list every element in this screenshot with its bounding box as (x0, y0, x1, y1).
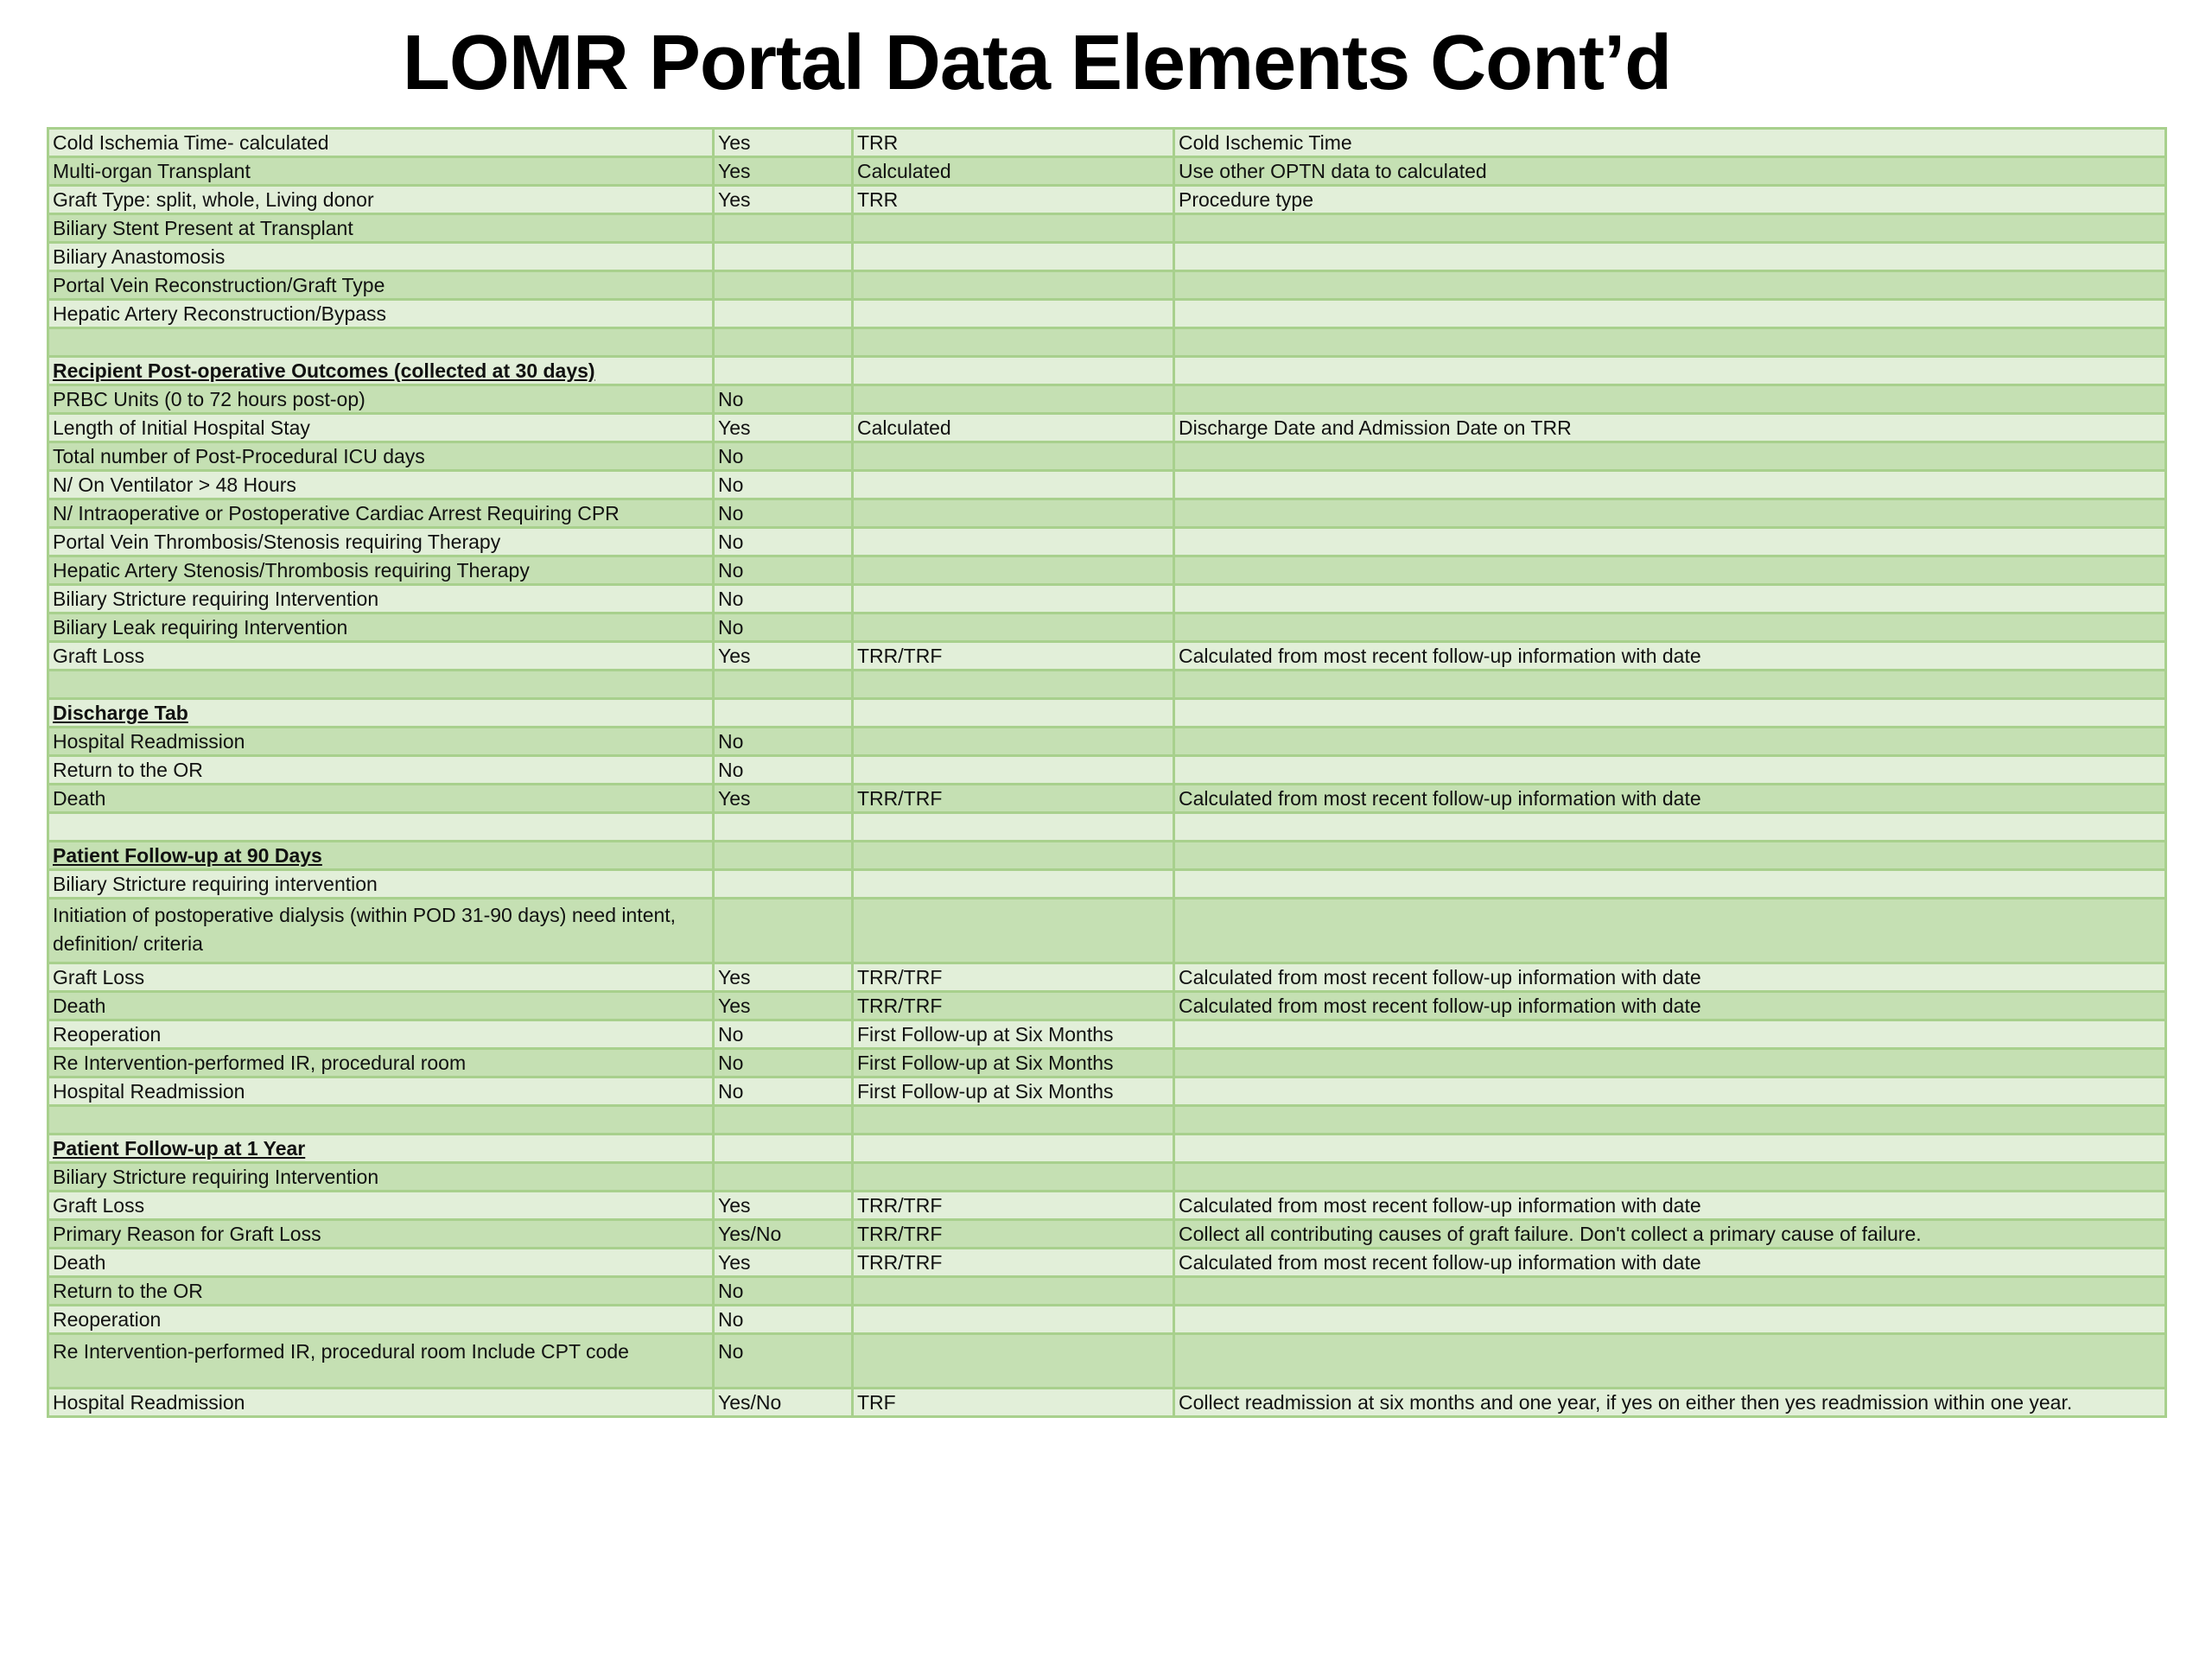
table-row (48, 870, 2166, 899)
notes-cell (1174, 271, 2166, 300)
table-row (48, 214, 2166, 243)
notes-cell (1174, 471, 2166, 499)
table-row (48, 157, 2166, 186)
collected-cell: No (714, 1277, 853, 1306)
source-cell: TRR (853, 186, 1174, 214)
source-cell (853, 899, 1174, 963)
source-cell: TRR/TRF (853, 963, 1174, 992)
source-cell (853, 1277, 1174, 1306)
notes-cell (1174, 556, 2166, 585)
data-element-cell: Death (48, 992, 714, 1020)
data-element-cell: N/ Intraoperative or Postoperative Cardiac Arrest Requiring CPR (48, 499, 714, 528)
collected-cell: Yes/No (714, 1389, 853, 1417)
data-element-cell (48, 1106, 714, 1135)
source-cell (853, 842, 1174, 870)
source-cell (853, 671, 1174, 699)
collected-cell: No (714, 499, 853, 528)
collected-cell (714, 842, 853, 870)
table-row (48, 499, 2166, 528)
collected-cell: No (714, 1077, 853, 1106)
notes-cell (1174, 699, 2166, 728)
collected-cell (714, 328, 853, 357)
notes-cell: Calculated from most recent follow-up information with date (1174, 992, 2166, 1020)
source-cell (853, 813, 1174, 842)
source-cell (853, 1135, 1174, 1163)
table-row (48, 585, 2166, 613)
source-cell (853, 214, 1174, 243)
data-element-cell: Graft Type: split, whole, Living donor (48, 186, 714, 214)
table-row (48, 671, 2166, 699)
table-body (48, 129, 2166, 1417)
source-cell (853, 1334, 1174, 1389)
collected-cell (714, 357, 853, 385)
table-row (48, 813, 2166, 842)
collected-cell: Yes (714, 992, 853, 1020)
table-row (48, 186, 2166, 214)
notes-cell (1174, 1020, 2166, 1049)
section-heading: Patient Follow-up at 1 Year (48, 1135, 714, 1163)
source-cell: TRR/TRF (853, 1192, 1174, 1220)
data-element-cell: Biliary Anastomosis (48, 243, 714, 271)
source-cell: TRR/TRF (853, 642, 1174, 671)
source-cell (853, 357, 1174, 385)
collected-cell: Yes (714, 785, 853, 813)
data-element-cell: Cold Ischemia Time- calculated (48, 129, 714, 157)
data-element-cell: Graft Loss (48, 963, 714, 992)
source-cell (853, 528, 1174, 556)
data-element-cell: Hospital Readmission (48, 1077, 714, 1106)
collected-cell: No (714, 385, 853, 414)
table-row (48, 1306, 2166, 1334)
data-element-cell: Hospital Readmission (48, 728, 714, 756)
data-element-cell: Death (48, 785, 714, 813)
table-row (48, 899, 2166, 963)
collected-cell: Yes (714, 414, 853, 442)
collected-cell: No (714, 1306, 853, 1334)
data-element-cell: Re Intervention-performed IR, procedural room Include CPT code (48, 1334, 714, 1389)
notes-cell (1174, 1277, 2166, 1306)
table-row (48, 728, 2166, 756)
data-element-cell: Hepatic Artery Reconstruction/Bypass (48, 300, 714, 328)
source-cell: TRR/TRF (853, 785, 1174, 813)
notes-cell (1174, 442, 2166, 471)
collected-cell (714, 1106, 853, 1135)
collected-cell (714, 699, 853, 728)
notes-cell (1174, 357, 2166, 385)
table-row (48, 243, 2166, 271)
data-element-cell: Portal Vein Thrombosis/Stenosis requiring Therapy (48, 528, 714, 556)
data-element-cell: N/ On Ventilator > 48 Hours (48, 471, 714, 499)
data-element-cell: Length of Initial Hospital Stay (48, 414, 714, 442)
collected-cell: No (714, 442, 853, 471)
data-element-cell (48, 671, 714, 699)
collected-cell: No (714, 1020, 853, 1049)
table-row (48, 471, 2166, 499)
notes-cell (1174, 1163, 2166, 1192)
table-row (48, 1249, 2166, 1277)
source-cell: TRR/TRF (853, 1249, 1174, 1277)
source-cell (853, 1306, 1174, 1334)
data-element-cell: Hepatic Artery Stenosis/Thrombosis requiring Therapy (48, 556, 714, 585)
table-row (48, 1192, 2166, 1220)
table-row (48, 414, 2166, 442)
table-row (48, 271, 2166, 300)
source-cell (853, 471, 1174, 499)
notes-cell (1174, 1135, 2166, 1163)
data-element-cell (48, 813, 714, 842)
data-element-cell: Multi-organ Transplant (48, 157, 714, 186)
source-cell (853, 613, 1174, 642)
data-element-cell: Biliary Stent Present at Transplant (48, 214, 714, 243)
source-cell (853, 328, 1174, 357)
section-heading-row (48, 699, 2166, 728)
data-element-cell: Return to the OR (48, 756, 714, 785)
collected-cell: No (714, 756, 853, 785)
source-cell (853, 870, 1174, 899)
source-cell (853, 585, 1174, 613)
table-row (48, 756, 2166, 785)
collected-cell: No (714, 556, 853, 585)
source-cell (853, 699, 1174, 728)
data-element-cell: Primary Reason for Graft Loss (48, 1220, 714, 1249)
notes-cell: Calculated from most recent follow-up information with date (1174, 1249, 2166, 1277)
notes-cell (1174, 613, 2166, 642)
data-element-cell: Portal Vein Reconstruction/Graft Type (48, 271, 714, 300)
collected-cell (714, 671, 853, 699)
section-heading-row (48, 357, 2166, 385)
notes-cell (1174, 243, 2166, 271)
source-cell (853, 556, 1174, 585)
data-element-cell: Hospital Readmission (48, 1389, 714, 1417)
data-element-cell: Biliary Leak requiring Intervention (48, 613, 714, 642)
data-elements-table (47, 127, 2167, 1418)
data-element-cell: Graft Loss (48, 1192, 714, 1220)
collected-cell: Yes (714, 1192, 853, 1220)
source-cell: First Follow-up at Six Months (853, 1077, 1174, 1106)
notes-cell: Collect readmission at six months and one year, if yes on either then yes readmission within one year. (1174, 1389, 2166, 1417)
collected-cell: No (714, 613, 853, 642)
collected-cell: No (714, 1049, 853, 1077)
notes-cell (1174, 813, 2166, 842)
table-row (48, 1049, 2166, 1077)
collected-cell (714, 1135, 853, 1163)
source-cell: TRF (853, 1389, 1174, 1417)
data-elements-table-container (47, 127, 2164, 1418)
data-element-cell: Graft Loss (48, 642, 714, 671)
notes-cell (1174, 842, 2166, 870)
notes-cell: Cold Ischemic Time (1174, 129, 2166, 157)
source-cell: TRR/TRF (853, 992, 1174, 1020)
notes-cell: Use other OPTN data to calculated (1174, 157, 2166, 186)
notes-cell: Calculated from most recent follow-up information with date (1174, 963, 2166, 992)
collected-cell: No (714, 728, 853, 756)
collected-cell (714, 1163, 853, 1192)
data-element-cell: Initiation of postoperative dialysis (within POD 31-90 days) need intent, definition/ criteria (48, 899, 714, 963)
table-row (48, 1334, 2166, 1389)
source-cell (853, 728, 1174, 756)
collected-cell: Yes (714, 186, 853, 214)
table-row (48, 556, 2166, 585)
notes-cell (1174, 1049, 2166, 1077)
section-heading: Recipient Post-operative Outcomes (collected at 30 days) (48, 357, 714, 385)
notes-cell (1174, 300, 2166, 328)
notes-cell: Discharge Date and Admission Date on TRR (1174, 414, 2166, 442)
table-row (48, 300, 2166, 328)
source-cell (853, 271, 1174, 300)
table-row (48, 642, 2166, 671)
source-cell (853, 385, 1174, 414)
table-row (48, 1389, 2166, 1417)
table-row (48, 963, 2166, 992)
table-row (48, 1277, 2166, 1306)
data-element-cell: Death (48, 1249, 714, 1277)
data-element-cell: PRBC Units (0 to 72 hours post-op) (48, 385, 714, 414)
collected-cell (714, 271, 853, 300)
notes-cell (1174, 328, 2166, 357)
notes-cell: Calculated from most recent follow-up information with date (1174, 785, 2166, 813)
data-element-cell: Reoperation (48, 1020, 714, 1049)
source-cell: First Follow-up at Six Months (853, 1049, 1174, 1077)
notes-cell: Calculated from most recent follow-up information with date (1174, 642, 2166, 671)
data-element-cell: Reoperation (48, 1306, 714, 1334)
collected-cell (714, 899, 853, 963)
data-element-cell: Re Intervention-performed IR, procedural room (48, 1049, 714, 1077)
collected-cell: No (714, 471, 853, 499)
table-row (48, 385, 2166, 414)
source-cell (853, 499, 1174, 528)
collected-cell (714, 243, 853, 271)
notes-cell: Collect all contributing causes of graft failure. Don't collect a primary cause of failure. (1174, 1220, 2166, 1249)
table-row (48, 992, 2166, 1020)
data-element-cell: Total number of Post-Procedural ICU days (48, 442, 714, 471)
section-heading: Discharge Tab (48, 699, 714, 728)
source-cell (853, 300, 1174, 328)
collected-cell: Yes (714, 129, 853, 157)
table-row (48, 528, 2166, 556)
collected-cell: Yes/No (714, 1220, 853, 1249)
source-cell (853, 442, 1174, 471)
section-heading-row (48, 842, 2166, 870)
slide-title: LOMR Portal Data Elements Cont’d (402, 20, 1672, 106)
table-row (48, 1020, 2166, 1049)
source-cell (853, 1163, 1174, 1192)
table-row (48, 1163, 2166, 1192)
notes-cell (1174, 1106, 2166, 1135)
notes-cell: Procedure type (1174, 186, 2166, 214)
collected-cell: No (714, 528, 853, 556)
source-cell: First Follow-up at Six Months (853, 1020, 1174, 1049)
collected-cell: Yes (714, 157, 853, 186)
notes-cell (1174, 1077, 2166, 1106)
collected-cell: No (714, 585, 853, 613)
notes-cell: Calculated from most recent follow-up information with date (1174, 1192, 2166, 1220)
notes-cell (1174, 1306, 2166, 1334)
table-row (48, 129, 2166, 157)
notes-cell (1174, 214, 2166, 243)
notes-cell (1174, 585, 2166, 613)
notes-cell (1174, 671, 2166, 699)
table-row (48, 1106, 2166, 1135)
collected-cell (714, 300, 853, 328)
data-element-cell (48, 328, 714, 357)
source-cell: Calculated (853, 414, 1174, 442)
section-heading: Patient Follow-up at 90 Days (48, 842, 714, 870)
table-row (48, 1220, 2166, 1249)
source-cell: Calculated (853, 157, 1174, 186)
table-row (48, 442, 2166, 471)
source-cell: TRR/TRF (853, 1220, 1174, 1249)
source-cell (853, 243, 1174, 271)
collected-cell: Yes (714, 1249, 853, 1277)
table-row (48, 328, 2166, 357)
source-cell (853, 1106, 1174, 1135)
collected-cell (714, 813, 853, 842)
collected-cell (714, 214, 853, 243)
table-row (48, 613, 2166, 642)
notes-cell (1174, 899, 2166, 963)
data-element-cell: Biliary Stricture requiring intervention (48, 870, 714, 899)
collected-cell: Yes (714, 642, 853, 671)
data-element-cell: Biliary Stricture requiring Intervention (48, 585, 714, 613)
source-cell (853, 756, 1174, 785)
data-element-cell: Return to the OR (48, 1277, 714, 1306)
data-element-cell: Biliary Stricture requiring Intervention (48, 1163, 714, 1192)
notes-cell (1174, 499, 2166, 528)
notes-cell (1174, 1334, 2166, 1389)
notes-cell (1174, 528, 2166, 556)
source-cell: TRR (853, 129, 1174, 157)
table-row (48, 785, 2166, 813)
section-heading-row (48, 1135, 2166, 1163)
collected-cell: No (714, 1334, 853, 1389)
notes-cell (1174, 728, 2166, 756)
notes-cell (1174, 756, 2166, 785)
collected-cell (714, 870, 853, 899)
notes-cell (1174, 385, 2166, 414)
table-row (48, 1077, 2166, 1106)
notes-cell (1174, 870, 2166, 899)
collected-cell: Yes (714, 963, 853, 992)
